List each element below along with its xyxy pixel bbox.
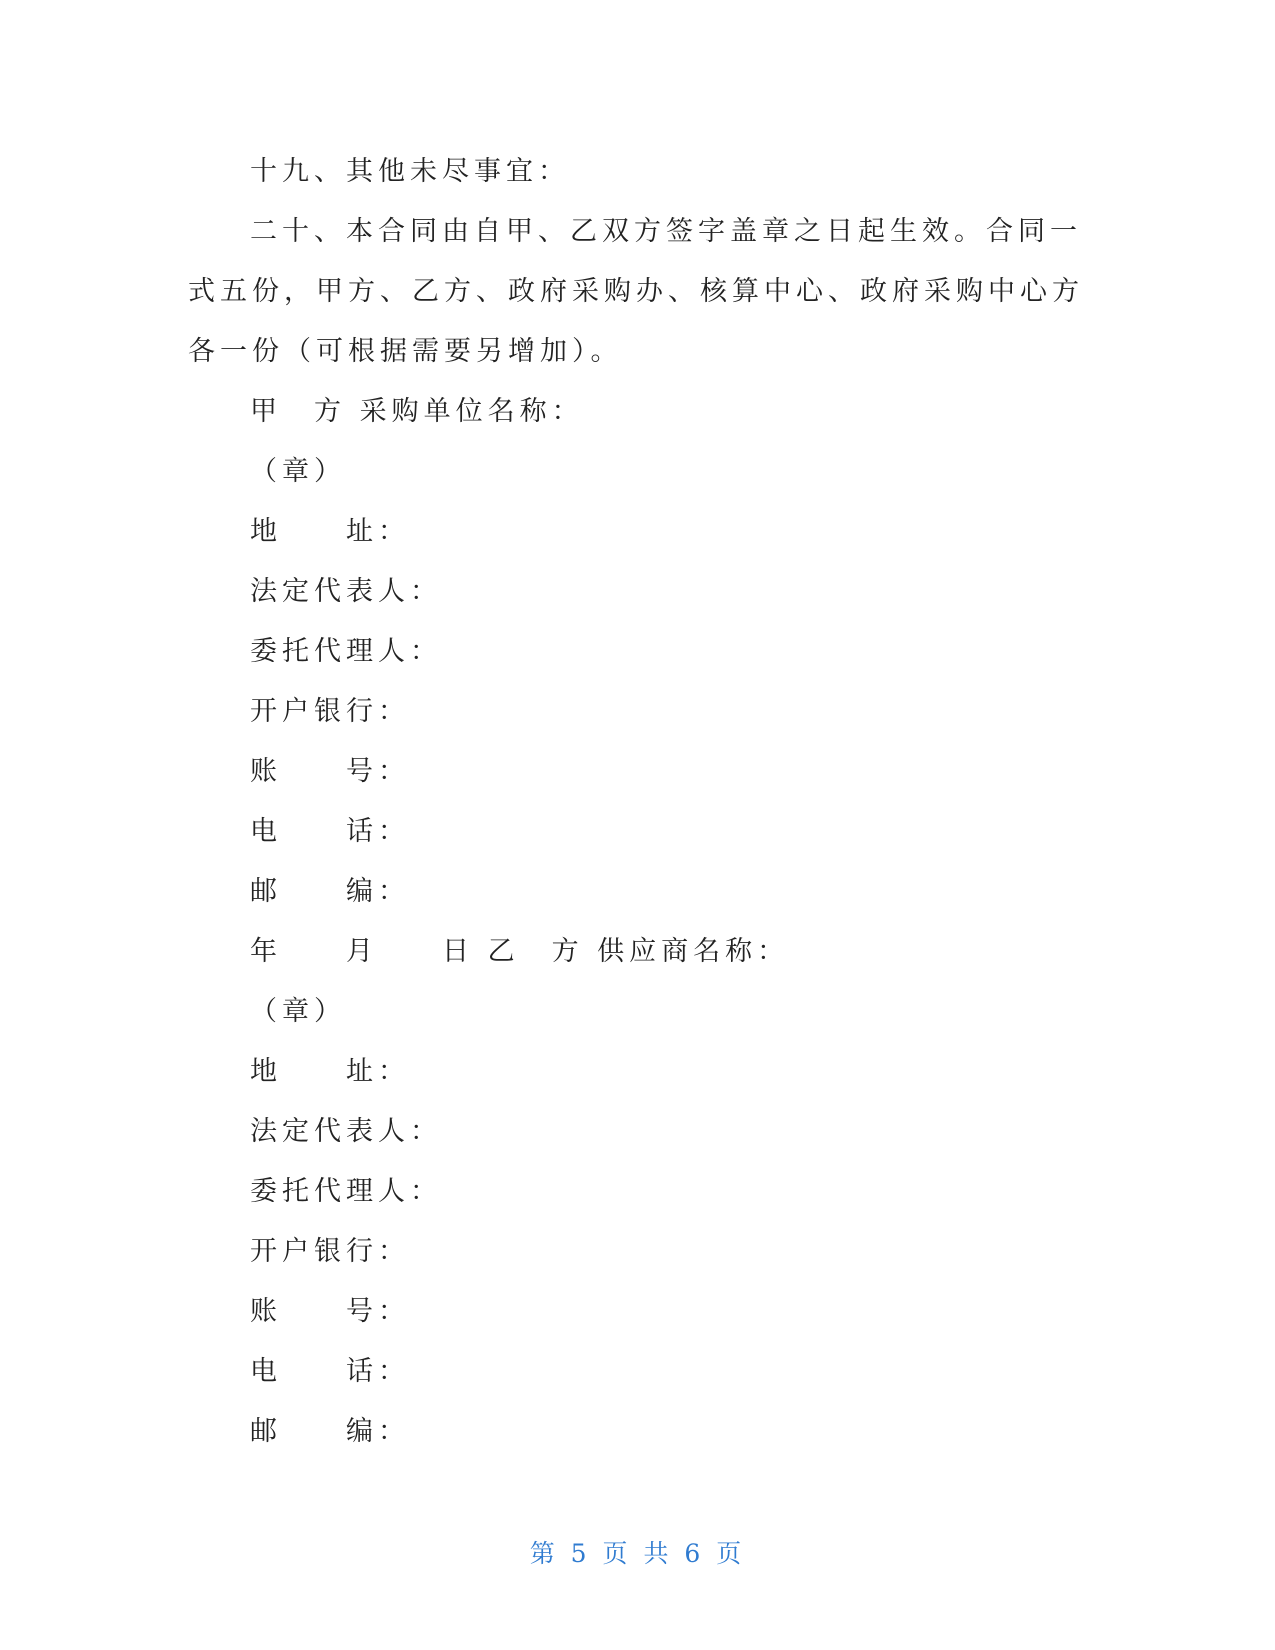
- party-b-legal-rep: 法定代表人：: [250, 1116, 442, 1147]
- party-a-seal: （章）: [250, 456, 346, 487]
- party-b-account: 账 号：: [250, 1296, 410, 1327]
- party-a-agent: 委托代理人：: [250, 636, 442, 667]
- clause-20-line-3: 各一份（可根据需要另增加）。: [188, 336, 623, 367]
- clause-19: 十九、其他未尽事宜：: [250, 156, 570, 187]
- party-b-agent: 委托代理人：: [250, 1176, 442, 1207]
- party-a-phone: 电 话：: [250, 816, 410, 847]
- party-a-postcode: 邮 编：: [250, 876, 410, 907]
- party-b-postcode: 邮 编：: [250, 1416, 410, 1447]
- clause-20-line-1: 二十、本合同由自甲、乙双方签字盖章之日起生效。合同一: [250, 216, 1082, 247]
- party-a-account: 账 号：: [250, 756, 410, 787]
- party-a-address: 地 址：: [250, 516, 410, 547]
- document-body: [188, 142, 1084, 1462]
- clause-20-line-2: 式五份，甲方、乙方、政府采购办、核算中心、政府采购中心方: [188, 276, 1084, 307]
- party-b-address: 地 址：: [250, 1056, 410, 1087]
- party-a-bank: 开户银行：: [250, 696, 410, 727]
- party-b-seal: （章）: [250, 996, 346, 1027]
- page-number-footer: 第 5 页 共 6 页: [529, 1539, 746, 1568]
- date-and-party-b-name: 年 月 日 乙 方 供应商名称：: [250, 936, 790, 967]
- party-a-name: 甲 方 采购单位名称：: [250, 396, 584, 427]
- party-b-phone: 电 话：: [250, 1356, 410, 1387]
- party-b-bank: 开户银行：: [250, 1236, 410, 1267]
- party-a-legal-rep: 法定代表人：: [250, 576, 442, 607]
